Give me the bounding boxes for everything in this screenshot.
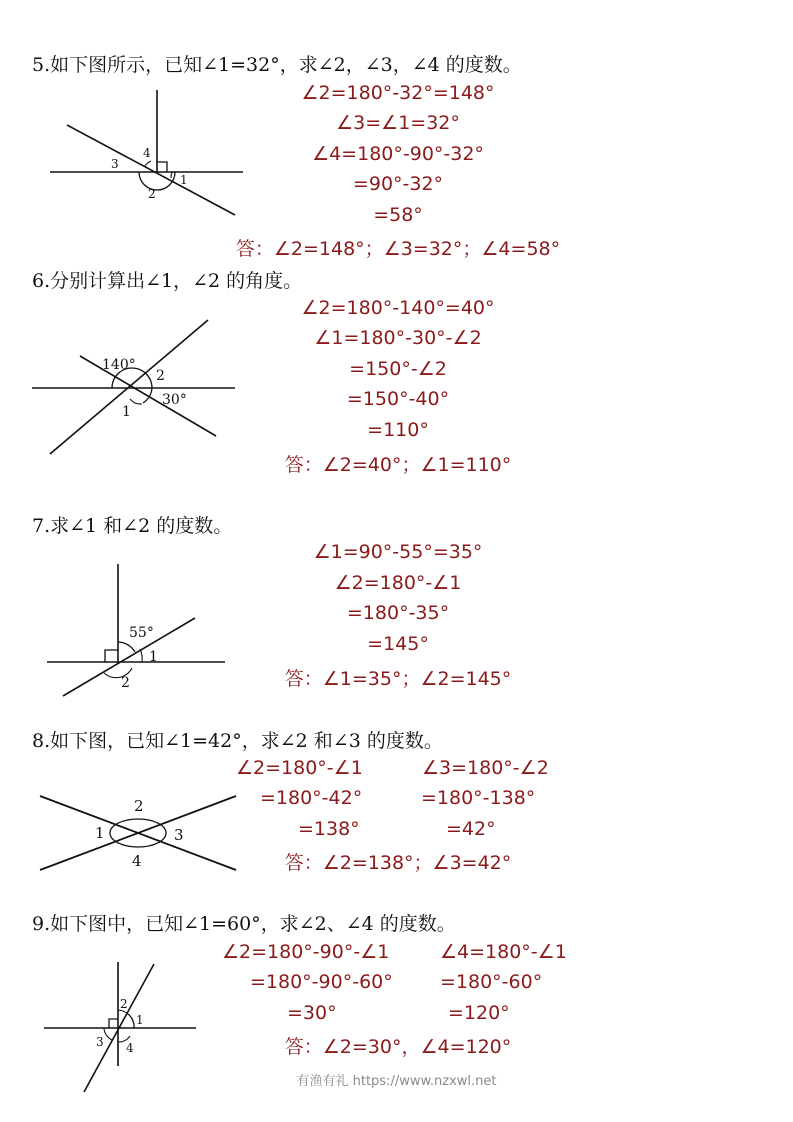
fig9-label-4: 4 (126, 1041, 134, 1055)
question-7-title: 7.求∠1 和∠2 的度数。 (32, 515, 233, 537)
fig7-label-1: 1 (149, 649, 158, 665)
question-5-title: 5.如下图所示，已知∠1=32°，求∠2，∠3，∠4 的度数。 (32, 54, 522, 76)
q5-step-3: ∠4=180°-90°-32° (312, 143, 484, 165)
q6-step-1: ∠2=180°-140°=40° (301, 297, 495, 319)
q9-right-step-3: =120° (448, 1002, 510, 1024)
q8-answer: 答：∠2=138°；∠3=42° (284, 852, 512, 874)
q6-step-4: =150°-40° (346, 388, 450, 410)
fig6-label-30: 30° (162, 392, 187, 408)
fig8-label-3: 3 (174, 826, 184, 844)
q5-step-2: ∠3=∠1=32° (336, 112, 460, 134)
q5-step-1: ∠2=180°-32°=148° (301, 82, 495, 104)
q8-right-step-2: =180°-138° (421, 787, 536, 809)
q8-right-step-1: ∠3=180°-∠2 (422, 757, 549, 779)
q8-right-step-3: =42° (446, 818, 496, 840)
q9-right-step-1: ∠4=180°-∠1 (440, 941, 567, 963)
q6-step-5: =110° (367, 419, 429, 441)
fig6-label-2: 2 (156, 368, 165, 384)
fig9-label-3: 3 (96, 1035, 104, 1049)
fig8-label-2: 2 (134, 797, 144, 815)
q7-step-4: =145° (367, 633, 429, 655)
fig9-label-1: 1 (136, 1013, 144, 1027)
q5-step-5: =58° (373, 204, 423, 226)
q7-answer: 答：∠1=35°；∠2=145° (284, 668, 512, 690)
fig7-label-55: 55° (129, 625, 154, 641)
q8-left-step-3: =138° (298, 818, 360, 840)
q6-answer: 答：∠2=40°；∠1=110° (284, 454, 512, 476)
footer-watermark[interactable]: 有渔有礼 https://www.nzxwl.net (296, 1074, 497, 1089)
question-8-title: 8.如下图，已知∠1=42°，求∠2 和∠3 的度数。 (32, 730, 443, 752)
q5-step-4: =90°-32° (352, 173, 444, 195)
fig7-label-2: 2 (121, 675, 130, 691)
question-8-figure (38, 790, 243, 880)
fig8-label-4: 4 (132, 852, 142, 870)
question-9-title: 9.如下图中，已知∠1=60°，求∠2、∠4 的度数。 (32, 913, 456, 935)
q7-step-2: ∠2=180°-∠1 (334, 572, 462, 594)
fig8-label-1: 1 (95, 824, 105, 842)
q6-step-3: =150°-∠2 (349, 358, 447, 380)
fig5-label-3: 3 (111, 157, 119, 171)
q7-step-3: =180°-35° (346, 602, 450, 624)
q9-left-step-2: =180°-90°-60° (250, 971, 393, 993)
q9-left-step-3: =30° (287, 1002, 337, 1024)
q8-left-step-2: =180°-42° (260, 787, 363, 809)
question-7-figure (45, 560, 230, 700)
q8-left-step-1: ∠2=180°-∠1 (236, 757, 363, 779)
q6-step-2: ∠1=180°-30°-∠2 (314, 327, 482, 349)
fig5-label-4: 4 (143, 146, 151, 160)
fig6-label-1: 1 (122, 404, 131, 420)
q9-answer: 答：∠2=30°，∠4=120° (284, 1036, 512, 1058)
q9-left-step-1: ∠2=180°-90°-∠1 (222, 941, 390, 963)
fig5-label-2: 2 (148, 187, 156, 201)
question-6-title: 6.分别计算出∠1，∠2 的角度。 (32, 270, 303, 292)
fig9-label-2: 2 (120, 997, 128, 1011)
q7-step-1: ∠1=90°-55°=35° (313, 541, 483, 563)
question-6-figure (30, 318, 240, 458)
fig5-label-1: 1 (180, 173, 188, 187)
question-5-figure (45, 88, 250, 218)
q5-answer: 答：∠2=148°；∠3=32°；∠4=58° (235, 238, 561, 260)
fig6-label-140: 140° (102, 357, 136, 373)
q9-right-step-2: =180°-60° (440, 971, 543, 993)
